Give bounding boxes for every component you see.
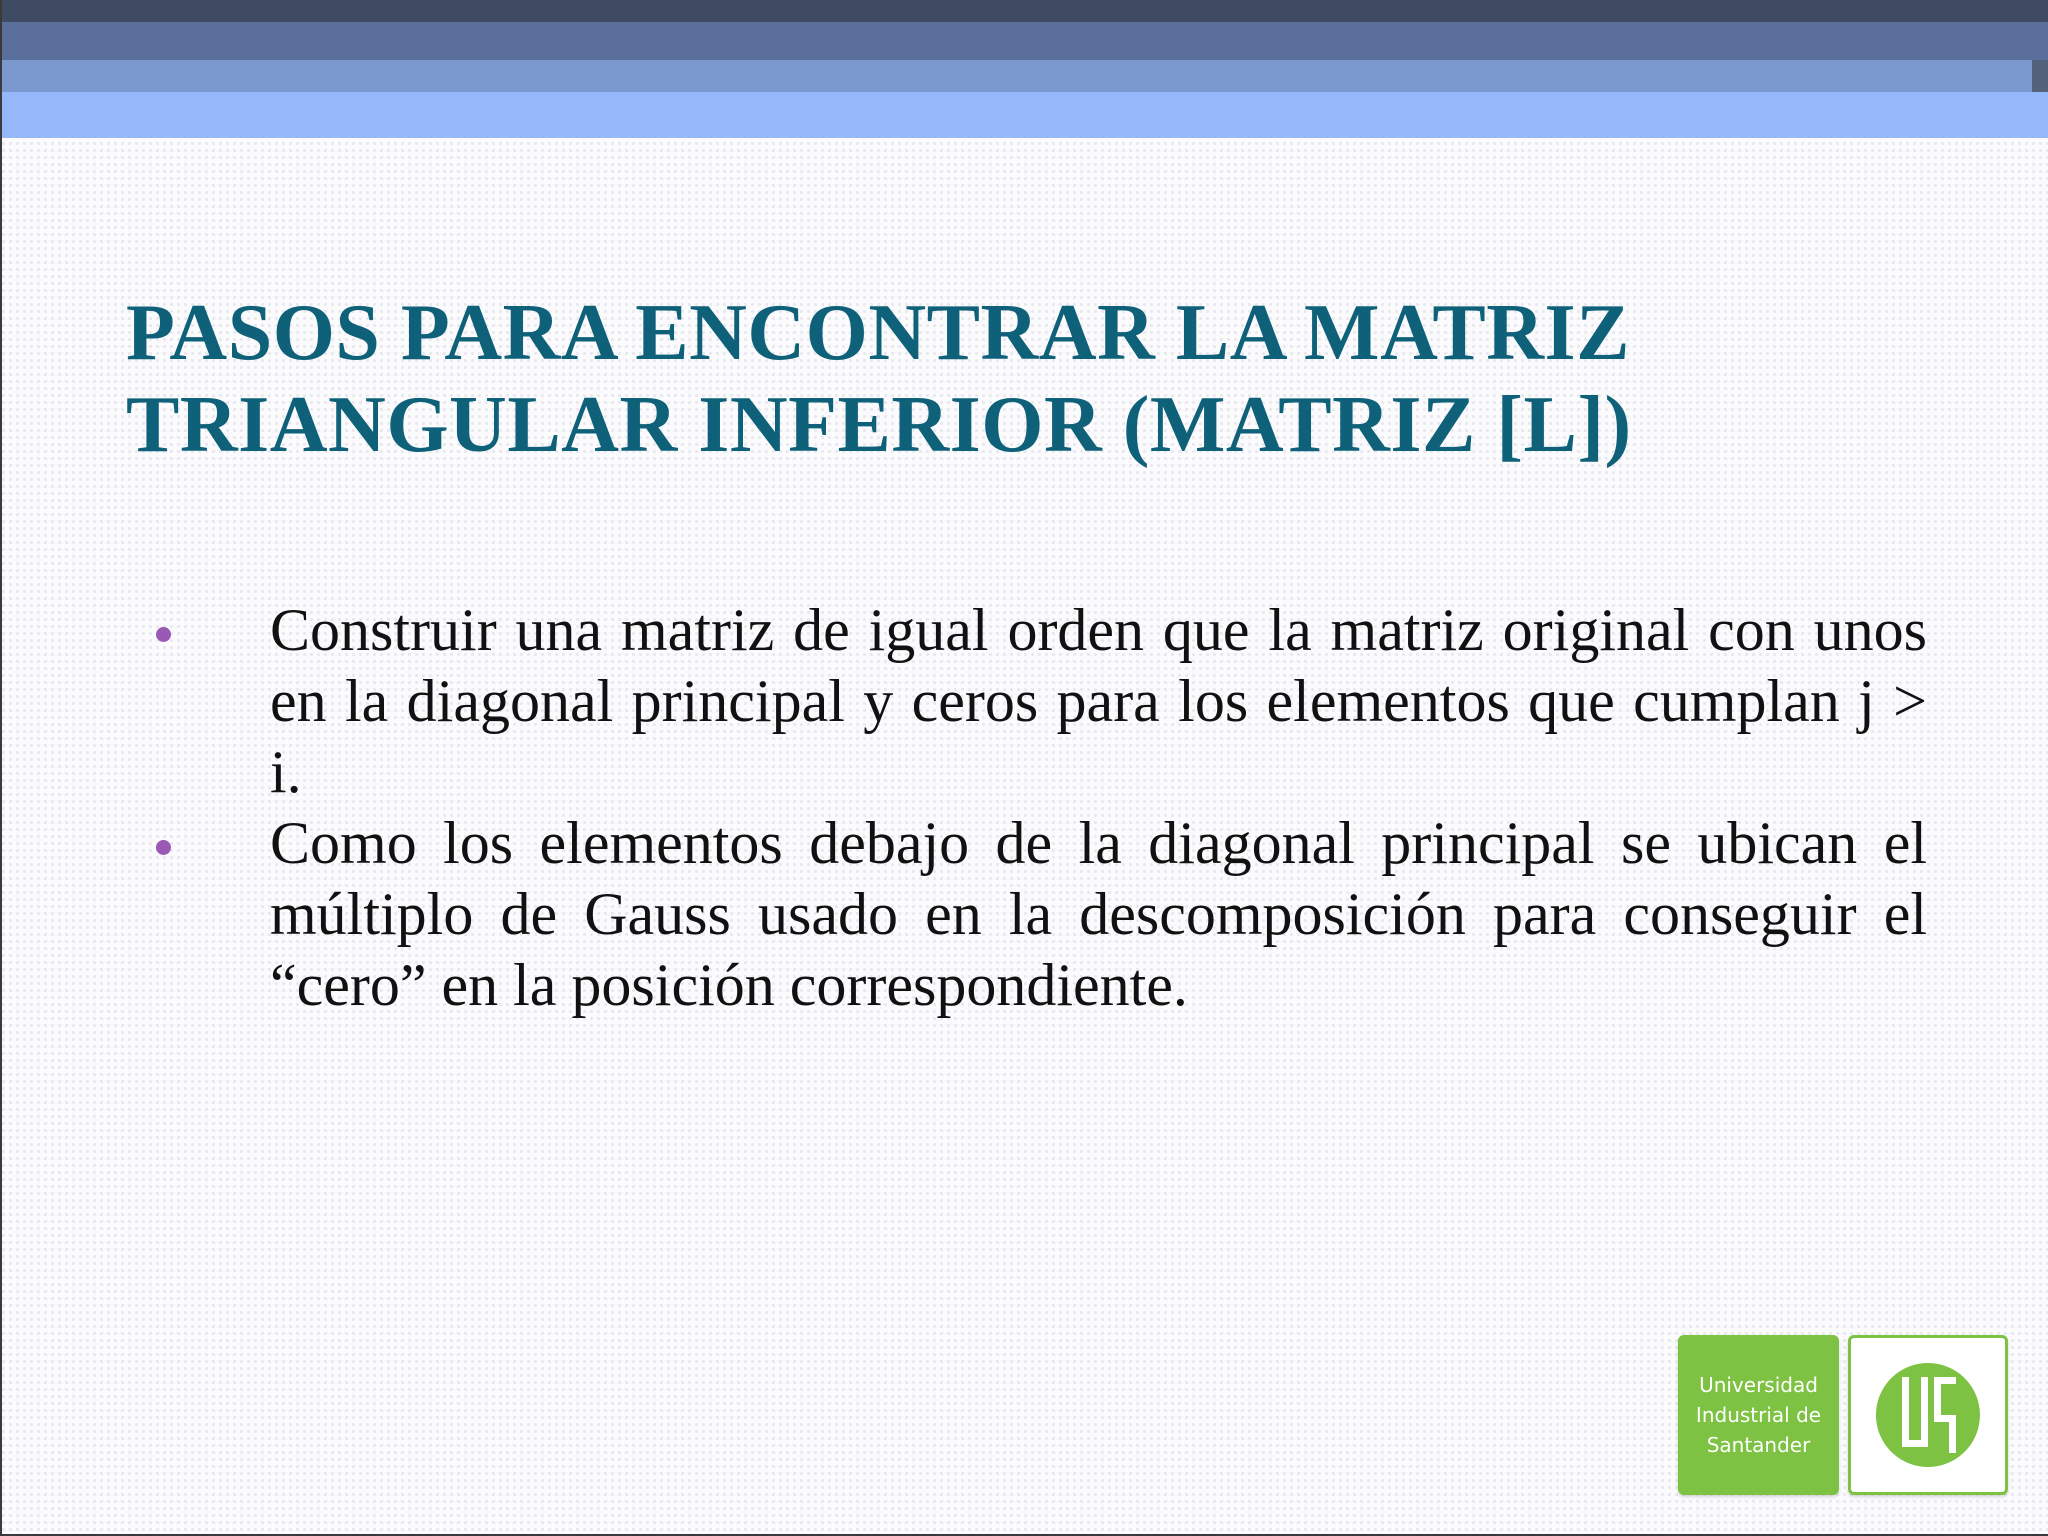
bullet-dot-icon — [156, 627, 171, 642]
logo-wordmark — [1678, 1335, 1839, 1495]
bullet-text: Construir una matriz de igual orden que la matriz original con unos en la diagonal principal y ceros para los elementos que cumplan j > i. — [270, 597, 1927, 805]
header-band-edge — [2032, 60, 2048, 92]
university-logo — [1678, 1335, 2021, 1503]
header-band-medium — [2, 22, 2048, 60]
logo-line-2: Industrial de — [1695, 1403, 1822, 1427]
bullet-item — [152, 808, 1927, 1021]
logo-line-1: Universidad — [1699, 1373, 1818, 1397]
header-band-light — [2, 92, 2048, 138]
header-band-dark — [2, 0, 2048, 22]
bullet-text: Como los elementos debajo de la diagonal principal se ubican el múltiplo de Gauss usado en la descomposición para conseguir el “cero” en la posición correspondiente. — [270, 810, 1927, 1018]
uis-logo-icon — [1848, 1335, 2008, 1495]
slide-title-line-1: PASOS PARA ENCONTRAR LA MATRIZ — [126, 289, 1631, 377]
slide-title-line-2: TRIANGULAR INFERIOR (MATRIZ [L]) — [126, 381, 1632, 469]
slide-title — [126, 287, 1966, 471]
bullet-item — [152, 595, 1927, 808]
header-band-blue — [2, 60, 2034, 92]
logo-line-3: Santander — [1706, 1433, 1811, 1457]
bullet-dot-icon — [156, 840, 171, 855]
uis-logo-svg — [1868, 1355, 1988, 1475]
bullet-list — [152, 595, 1927, 1021]
